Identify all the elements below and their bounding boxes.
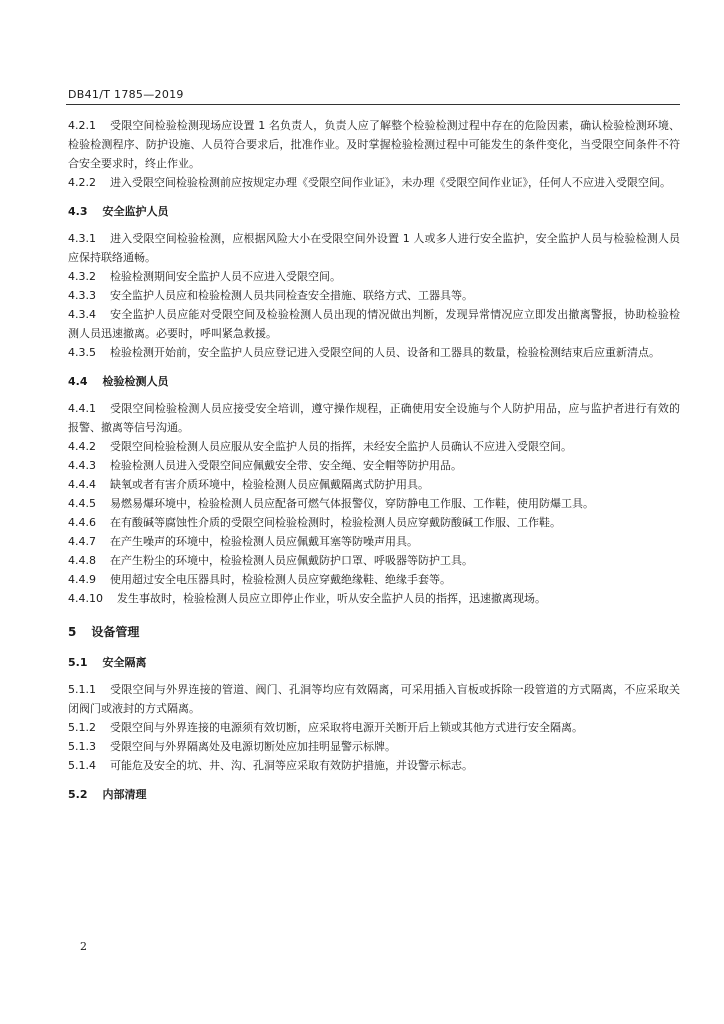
clause-number: 4.4.6	[68, 516, 96, 529]
clause-paragraph	[68, 286, 680, 305]
clause-paragraph	[68, 173, 680, 192]
clause-text: 检验检测人员进入受限空间应佩戴安全带、安全绳、安全帽等防护用品。	[110, 459, 462, 472]
document-body	[68, 116, 680, 812]
clause-paragraph	[68, 551, 680, 570]
clause-text: 受限空间检验检测人员应接受安全培训，遵守操作规程，正确使用安全设施与个人防护用品，应与监护者进行有效的报警、撤离等信号沟通。	[68, 402, 680, 434]
clause-text: 在产生粉尘的环境中，检验检测人员应佩戴防护口罩、呼吸器等防护工具。	[110, 554, 473, 567]
clause-number: 4.2.1	[68, 119, 96, 132]
clause-number: 4.3.3	[68, 289, 96, 302]
clause-paragraph	[68, 456, 680, 475]
clause-text: 受限空间检验检测人员应服从安全监护人员的指挥，未经安全监护人员确认不应进入受限空间。	[110, 440, 572, 453]
clause-text: 发生事故时，检验检测人员应立即停止作业，听从安全监护人员的指挥，迅速撤离现场。	[117, 592, 546, 605]
clause-number: 4.3.1	[68, 232, 96, 245]
clause-paragraph	[68, 305, 680, 343]
heading-number: 5.1	[68, 656, 88, 669]
heading-title: 安全监护人员	[102, 205, 169, 218]
chapter-heading	[68, 623, 680, 642]
clause-paragraph	[68, 718, 680, 737]
clause-paragraph	[68, 494, 680, 513]
clause-number: 4.3.5	[68, 346, 96, 359]
clause-paragraph	[68, 116, 680, 173]
heading-number: 4.3	[68, 205, 88, 218]
clause-text: 进入受限空间检验检测前应按规定办理《受限空间作业证》，未办理《受限空间作业证》，任何人不应进入受限空间。	[110, 176, 671, 189]
header-rule	[66, 104, 680, 105]
clause-paragraph	[68, 475, 680, 494]
heading-title: 内部清理	[102, 788, 147, 801]
standard-id: DB41/T 1785—2019	[68, 88, 184, 101]
page-number: 2	[80, 940, 87, 953]
clause-text: 易燃易爆环境中，检验检测人员应配备可燃气体报警仪，穿防静电工作服、工作鞋，使用防爆工具。	[110, 497, 594, 510]
clause-paragraph	[68, 437, 680, 456]
heading-number: 5.2	[68, 788, 88, 801]
clause-paragraph	[68, 756, 680, 775]
section-heading	[68, 372, 680, 391]
clause-paragraph	[68, 343, 680, 362]
clause-text: 进入受限空间检验检测，应根据风险大小在受限空间外设置 1 人或多人进行安全监护，安全监护人员与检验检测人员应保持联络通畅。	[68, 232, 680, 264]
heading-number: 5	[68, 625, 77, 639]
clause-number: 4.4.4	[68, 478, 96, 491]
clause-text: 在有酸碱等腐蚀性介质的受限空间检验检测时，检验检测人员应穿戴防酸碱工作服、工作鞋。	[110, 516, 561, 529]
clause-number: 4.4.7	[68, 535, 96, 548]
clause-paragraph	[68, 589, 680, 608]
clause-number: 4.4.2	[68, 440, 96, 453]
heading-title: 设备管理	[91, 625, 140, 639]
clause-text: 使用超过安全电压器具时，检验检测人员应穿戴绝缘鞋、绝缘手套等。	[110, 573, 451, 586]
heading-title: 检验检测人员	[102, 375, 169, 388]
clause-paragraph	[68, 513, 680, 532]
clause-paragraph	[68, 267, 680, 286]
clause-text: 受限空间检验检测现场应设置 1 名负责人，负责人应了解整个检验检测过程中存在的危险因素，确认检验检测环境、检验检测程序、防护设施、人员符合要求后，批准作业。及时掌握检验检测过程中可能发生的条件变化，当受限空间条件不符合安全要求时，终止作业。	[68, 119, 680, 170]
clause-number: 4.4.3	[68, 459, 96, 472]
clause-paragraph	[68, 737, 680, 756]
heading-number: 4.4	[68, 375, 88, 388]
clause-number: 4.4.1	[68, 402, 96, 415]
clause-number: 4.4.8	[68, 554, 96, 567]
clause-text: 安全监护人员应和检验检测人员共同检查安全措施、联络方式、工器具等。	[110, 289, 473, 302]
section-heading	[68, 785, 680, 804]
clause-text: 可能危及安全的坑、井、沟、孔洞等应采取有效防护措施，并设警示标志。	[110, 759, 473, 772]
clause-text: 受限空间与外界隔离处及电源切断处应加挂明显警示标牌。	[110, 740, 396, 753]
clause-text: 检验检测期间安全监护人员不应进入受限空间。	[110, 270, 341, 283]
clause-text: 安全监护人员应能对受限空间及检验检测人员出现的情况做出判断，发现异常情况应立即发出撤离警报，协助检验检测人员迅速撤离。必要时，呼叫紧急救援。	[68, 308, 680, 340]
clause-number: 5.1.1	[68, 683, 96, 696]
section-heading	[68, 653, 680, 672]
clause-number: 5.1.3	[68, 740, 96, 753]
clause-paragraph	[68, 532, 680, 551]
clause-number: 5.1.2	[68, 721, 96, 734]
clause-text: 受限空间与外界连接的电源须有效切断，应采取将电源开关断开后上锁或其他方式进行安全隔离。	[110, 721, 583, 734]
clause-paragraph	[68, 399, 680, 437]
clause-text: 缺氧或者有害介质环境中，检验检测人员应佩戴隔离式防护用具。	[110, 478, 429, 491]
heading-title: 安全隔离	[102, 656, 147, 669]
clause-number: 4.4.9	[68, 573, 96, 586]
clause-number: 4.2.2	[68, 176, 96, 189]
clause-number: 4.4.5	[68, 497, 96, 510]
section-heading	[68, 202, 680, 221]
clause-paragraph	[68, 229, 680, 267]
clause-text: 在产生噪声的环境中，检验检测人员应佩戴耳塞等防噪声用具。	[110, 535, 418, 548]
clause-paragraph	[68, 680, 680, 718]
clause-paragraph	[68, 570, 680, 589]
clause-text: 检验检测开始前，安全监护人员应登记进入受限空间的人员、设备和工器具的数量，检验检测结束后应重新清点。	[110, 346, 660, 359]
clause-number: 4.3.4	[68, 308, 96, 321]
clause-number: 5.1.4	[68, 759, 96, 772]
clause-text: 受限空间与外界连接的管道、阀门、孔洞等均应有效隔离，可采用插入盲板或拆除一段管道的方式隔离，不应采取关闭阀门或液封的方式隔离。	[68, 683, 680, 715]
clause-number: 4.3.2	[68, 270, 96, 283]
clause-number: 4.4.10	[68, 592, 103, 605]
